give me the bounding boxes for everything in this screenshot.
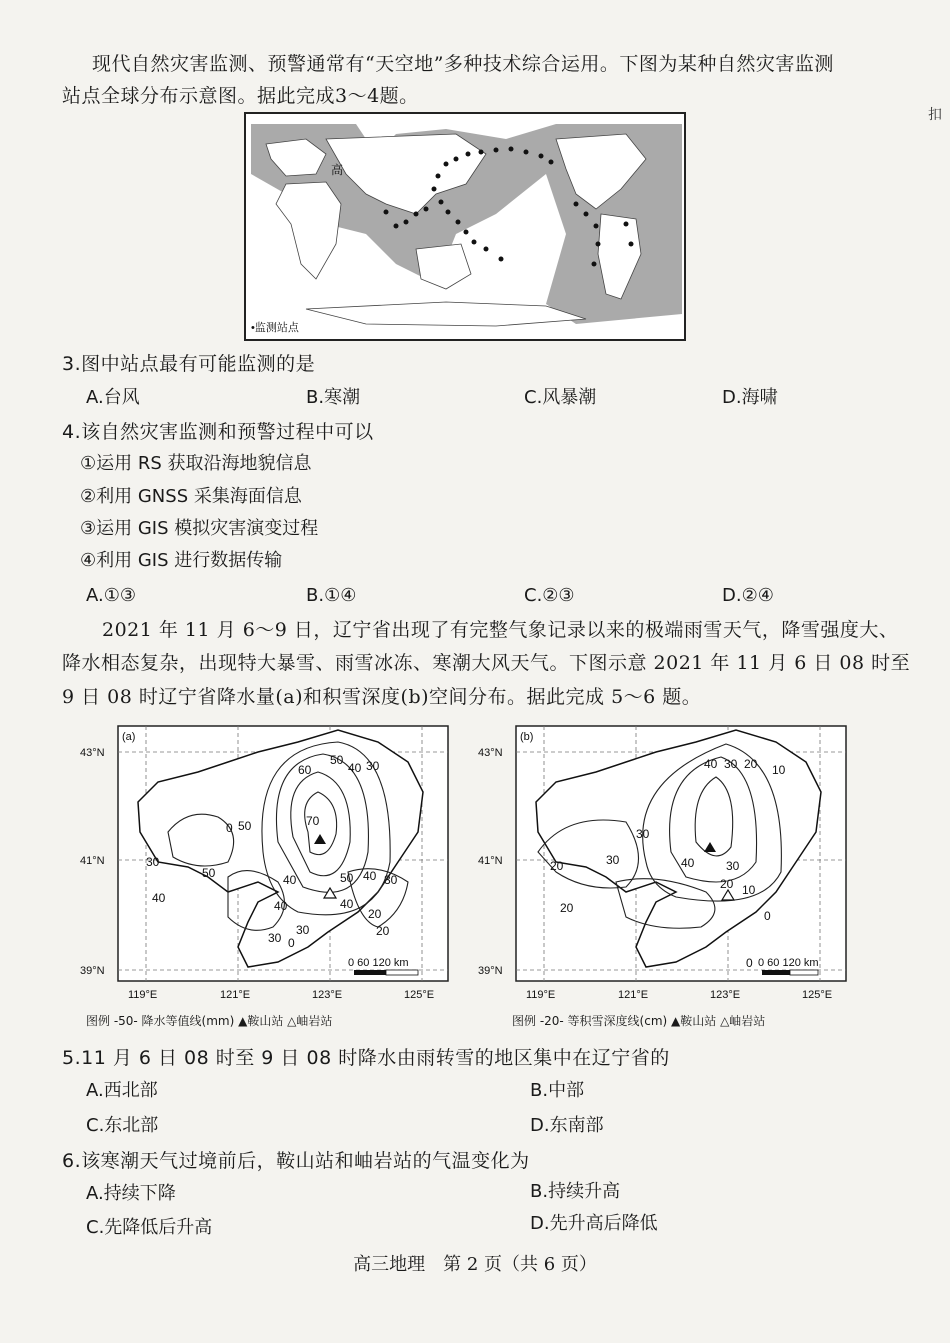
q4-option-a[interactable]: A.①③ bbox=[86, 585, 136, 606]
world-map-label: 高 bbox=[331, 163, 344, 177]
map-a-contour-label: 40 bbox=[283, 873, 297, 887]
map-a-contour-label: 30 bbox=[384, 873, 398, 887]
map-b-contour-label: 0 bbox=[764, 909, 771, 923]
q6-option-d[interactable]: D.先升高后降低 bbox=[530, 1213, 658, 1234]
map-a-contour-label: 60 bbox=[298, 763, 312, 777]
q4-stem: 4.该自然灾害监测和预警过程中可以 bbox=[62, 421, 374, 443]
q5-stem: 5.11 月 6 日 08 时至 9 日 08 时降水由雨转雪的地区集中在辽宁省的 bbox=[62, 1047, 670, 1069]
map-b-legend: 图例 -20- 等积雪深度线(cm) ▲鞍山站 △岫岩站 bbox=[512, 1014, 766, 1028]
map-a-legend: 图例 -50- 降水等值线(mm) ▲鞍山站 △岫岩站 bbox=[86, 1014, 333, 1028]
q6-stem: 6.该寒潮天气过境前后，鞍山站和岫岩站的气温变化为 bbox=[62, 1150, 530, 1172]
map-b-lon-label: 123°E bbox=[710, 989, 741, 1001]
map-a-contour-label: 20 bbox=[368, 907, 382, 921]
map-a-contour-label: 40 bbox=[348, 761, 362, 775]
map-b-contour-label: 20 bbox=[720, 877, 734, 891]
world-map-legend: •监测站点 bbox=[251, 322, 299, 334]
map-a-lon-label: 123°E bbox=[312, 989, 343, 1001]
q6-option-b[interactable]: B.持续升高 bbox=[530, 1181, 621, 1202]
map-a-lat-label: 43°N bbox=[80, 747, 105, 759]
map-b-scale-text: 0 60 120 km bbox=[758, 957, 819, 969]
map-a-lat-label: 39°N bbox=[80, 965, 105, 977]
map-b-lon-label: 121°E bbox=[618, 989, 649, 1001]
map-a-contour-label: 50 bbox=[340, 871, 354, 885]
map-b-lat-label: 41°N bbox=[478, 855, 503, 867]
q4-item-2: ②利用 GNSS 采集海面信息 bbox=[80, 486, 302, 507]
map-b-contour-label: 30 bbox=[726, 859, 740, 873]
q3-option-b[interactable]: B.寒潮 bbox=[306, 387, 361, 408]
map-b-contour-label: 0 bbox=[746, 956, 753, 970]
map-a-contour-label: 40 bbox=[274, 899, 288, 913]
q3-stem: 3.图中站点最有可能监测的是 bbox=[62, 353, 316, 375]
map-b-scale-bar-half bbox=[790, 970, 818, 975]
map-a-figure bbox=[78, 722, 456, 1007]
q4-option-d[interactable]: D.②④ bbox=[722, 585, 774, 606]
q5-option-b[interactable]: B.中部 bbox=[530, 1080, 585, 1101]
map-b-contour-label: 10 bbox=[772, 763, 786, 777]
map-b-lat-label: 39°N bbox=[478, 965, 503, 977]
map-a-contour-label: 40 bbox=[340, 897, 354, 911]
map-a-contour-label: 30 bbox=[366, 759, 380, 773]
map-a-contour-label: 50 bbox=[238, 819, 252, 833]
intro2-line1: 2021 年 11 月 6～9 日，辽宁省出现了有完整气象记录以来的极端雨雪天气，降雪强度大、 bbox=[102, 619, 899, 641]
q3-option-d[interactable]: D.海啸 bbox=[722, 387, 778, 408]
map-a-lat-label: 41°N bbox=[80, 855, 105, 867]
world-map-svg bbox=[246, 114, 684, 339]
intro2-line3: 9 日 08 时辽宁省降水量(a)和积雪深度(b)空间分布。据此完成 5～6 题。 bbox=[62, 686, 702, 708]
map-a-contour-label: 20 bbox=[376, 924, 390, 938]
map-a-scale-text: 0 60 120 km bbox=[348, 957, 409, 969]
q6-option-c[interactable]: C.先降低后升高 bbox=[86, 1217, 213, 1238]
q6-option-a[interactable]: A.持续下降 bbox=[86, 1183, 176, 1204]
map-b-contour-label: 30 bbox=[636, 827, 650, 841]
map-a-lon-label: 119°E bbox=[128, 989, 158, 1001]
world-map-figure bbox=[244, 112, 686, 341]
map-a-contour-label: 30 bbox=[296, 923, 310, 937]
q3-option-c[interactable]: C.风暴潮 bbox=[524, 387, 597, 408]
map-b-figure bbox=[476, 722, 854, 1007]
map-a-contour-label: 40 bbox=[152, 891, 166, 905]
map-a-contour-label: 40 bbox=[363, 869, 377, 883]
intro1-line1: 现代自然灾害监测、预警通常有“天空地”多种技术综合运用。下图为某种自然灾害监测 bbox=[92, 53, 834, 75]
intro1-line2: 站点全球分布示意图。据此完成3～4题。 bbox=[62, 85, 419, 107]
map-b-contour-label: 10 bbox=[742, 883, 756, 897]
map-b-contour-label: 30 bbox=[724, 757, 738, 771]
map-a-contour-label: 50 bbox=[330, 753, 344, 767]
map-b-lon-label: 125°E bbox=[802, 989, 833, 1001]
map-b-svg bbox=[476, 722, 854, 1007]
page-footer: 高三地理 第 2 页（共 6 页） bbox=[353, 1254, 597, 1275]
map-b-contour-label: 20 bbox=[560, 901, 574, 915]
q4-item-1: ①运用 RS 获取沿海地貌信息 bbox=[80, 453, 312, 474]
map-a-contour-label: 30 bbox=[268, 931, 282, 945]
map-b-lon-label: 119°E bbox=[526, 989, 556, 1001]
q4-option-c[interactable]: C.②③ bbox=[524, 585, 575, 606]
map-a-tag: (a) bbox=[122, 731, 136, 743]
map-a-svg bbox=[78, 722, 456, 1007]
map-a-contour-label: 0 bbox=[226, 821, 233, 835]
map-b-contour-label: 20 bbox=[744, 757, 758, 771]
map-b-tag: (b) bbox=[520, 731, 534, 743]
map-a-contour-label: 50 bbox=[202, 866, 216, 880]
map-b-contour-label: 30 bbox=[606, 853, 620, 867]
map-a-contour-label: 70 bbox=[306, 814, 320, 828]
map-b-contour-label: 20 bbox=[550, 859, 564, 873]
map-a-contour-label: 30 bbox=[146, 855, 160, 869]
q4-item-4: ④利用 GIS 进行数据传输 bbox=[80, 550, 283, 571]
map-b-contour-label: 40 bbox=[704, 757, 718, 771]
q5-option-c[interactable]: C.东北部 bbox=[86, 1115, 159, 1136]
map-b-contour-label: 40 bbox=[681, 856, 695, 870]
map-b-lat-label: 43°N bbox=[478, 747, 503, 759]
q5-option-d[interactable]: D.东南部 bbox=[530, 1115, 604, 1136]
map-a-scale-bar-half bbox=[386, 970, 418, 975]
intro2-line2: 降水相态复杂，出现特大暴雪、雨雪冰冻、寒潮大风天气。下图示意 2021 年 11 月 6 日 08 时至 bbox=[62, 652, 911, 674]
edge-mark: 扣 bbox=[928, 107, 942, 123]
q5-option-a[interactable]: A.西北部 bbox=[86, 1080, 158, 1101]
map-a-lon-label: 125°E bbox=[404, 989, 435, 1001]
map-a-lon-label: 121°E bbox=[220, 989, 251, 1001]
map-b-scale-bar bbox=[762, 970, 790, 975]
q4-option-b[interactable]: B.①④ bbox=[306, 585, 357, 606]
map-a-scale-bar bbox=[354, 970, 386, 975]
map-a-contour-label: 0 bbox=[288, 936, 295, 950]
q3-option-a[interactable]: A.台风 bbox=[86, 387, 140, 408]
q4-item-3: ③运用 GIS 模拟灾害演变过程 bbox=[80, 518, 319, 539]
